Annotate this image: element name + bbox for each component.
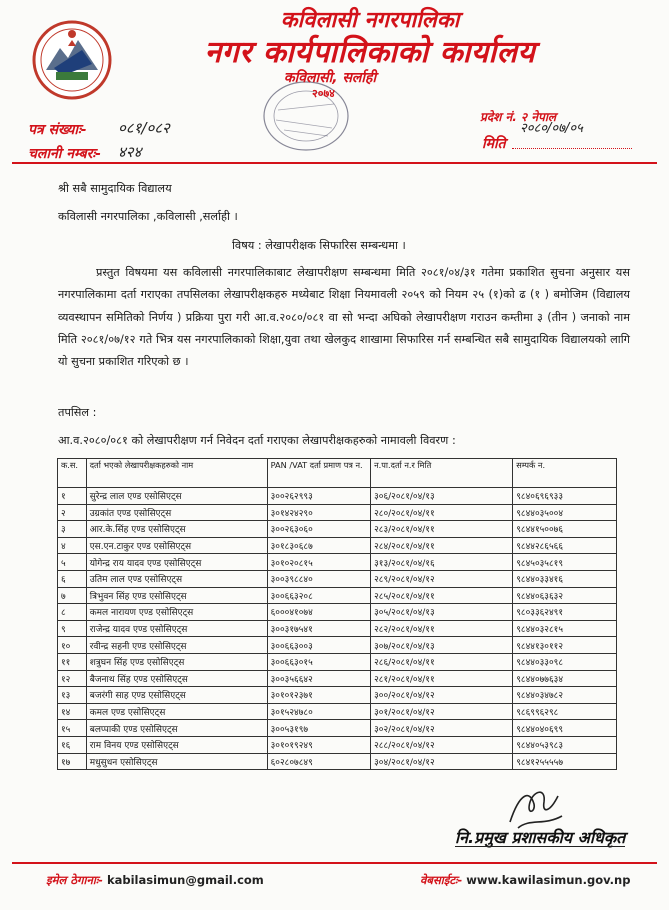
cell-name: उग्रकांत एण्ड एसोसिएट्स	[86, 504, 267, 521]
cell-pan: ३०१०१९२४९	[267, 736, 370, 753]
cell-pan: ३०१५२४७८०	[267, 703, 370, 720]
table-row	[58, 653, 617, 670]
col-header-pan: PAN /VAT दर्ता प्रमाण पत्र न.	[267, 459, 370, 488]
table-row	[58, 620, 617, 637]
cell-registration: ३०१/२०८१/०४/१२	[371, 703, 513, 720]
cell-sn: ३	[58, 521, 87, 538]
email-value: kabilasimun@gmail.com	[106, 873, 264, 887]
cell-registration: २८२/२०८१/०४/११	[371, 620, 513, 637]
cell-contact: ९८४४०६३६३२	[513, 587, 617, 604]
cell-name: राम विनय एण्ड एसोसिएट्स	[86, 736, 267, 753]
table-row	[58, 521, 617, 538]
office-name: नगर कार्यपालिकाको कार्यालय	[204, 35, 536, 70]
dispatch-no-label: चलानी नम्बरः-	[28, 146, 101, 162]
cell-pan: ३००३५६६४२	[267, 670, 370, 687]
cell-pan: ३००३१७५४१	[267, 620, 370, 637]
cell-contact: ९८४१२५५५५७	[513, 753, 617, 770]
cell-registration: ३०२/२०८१/०४/१२	[371, 720, 513, 737]
cell-sn: ७	[58, 587, 87, 604]
cell-registration: २८९/२०८१/०४/१२	[371, 570, 513, 587]
stamp-year: २०७४	[312, 87, 335, 100]
cell-name: उतिम लाल एण्ड एसोसिएट्स	[86, 570, 267, 587]
municipality-name: कविलासी नगरपालिका	[280, 8, 460, 33]
cell-registration: ३०७/२०८१/०४/१३	[371, 637, 513, 654]
website-value: www.kawilasimun.gov.np	[466, 873, 631, 887]
cell-pan: ३००६६३२०८	[267, 587, 370, 604]
cell-sn: ४	[58, 537, 87, 554]
table-row	[58, 537, 617, 554]
cell-sn: ८	[58, 604, 87, 621]
table-row	[58, 720, 617, 737]
cell-name: कमल एण्ड एसोसिएट्स	[86, 703, 267, 720]
cell-sn: ५	[58, 554, 87, 571]
cell-pan: ३००६६३००३	[267, 637, 370, 654]
cell-contact: ९८४४०३३४१६	[513, 570, 617, 587]
recipient-line-2: कविलासी नगरपालिका ,कविलासी ,सर्लाही ।	[58, 210, 238, 223]
cell-pan: ३००३९८८४०	[267, 570, 370, 587]
header-divider	[12, 162, 657, 164]
letter-no: ०८१/०८२	[118, 119, 170, 137]
cell-pan: ३००५३१९७	[267, 720, 370, 737]
cell-pan: ६०००४१०७४	[267, 604, 370, 621]
cell-contact: ९८४४०५३९८३	[513, 736, 617, 753]
cell-sn: १७	[58, 753, 87, 770]
table-row	[58, 554, 617, 571]
cell-name: बजरंगी साह एण्ड एसोसिएट्स	[86, 687, 267, 704]
letter-date: २०८०/०७/०५	[520, 121, 583, 136]
col-header-sn: क.स.	[58, 459, 87, 488]
table-row	[58, 488, 617, 505]
footer-divider	[12, 862, 657, 864]
cell-pan: ६०२८०७८४९	[267, 753, 370, 770]
cell-contact: ९८४५०३५८१९	[513, 554, 617, 571]
cell-registration: ३०६/२०८१/०४/१३	[371, 488, 513, 505]
cell-registration: ३१३/२०८१/०४/१६	[371, 554, 513, 571]
province-label: प्रदेश नं. २ नेपाल	[480, 110, 557, 124]
cell-name: योगेन्द्र राय यादव एण्ड एसोसिएट्स	[86, 554, 267, 571]
table-row	[58, 504, 617, 521]
date-dotted-line	[512, 148, 632, 149]
cell-name: आर.के.सिंह एण्ड एसोसिएट्स	[86, 521, 267, 538]
body-paragraph	[58, 262, 630, 373]
col-header-registration: न.पा.दर्ता न.र मिति	[371, 459, 513, 488]
cell-name: मधुसुधन एसोसिएट्स	[86, 753, 267, 770]
table-row	[58, 687, 617, 704]
cell-contact: ९८४४०३३०९८	[513, 653, 617, 670]
cell-registration: २८५/२०८१/०४/११	[371, 587, 513, 604]
cell-pan: ३०१४२४२९०	[267, 504, 370, 521]
cell-sn: १	[58, 488, 87, 505]
cell-registration: ३००/२०८१/०४/१२	[371, 687, 513, 704]
cell-sn: २	[58, 504, 87, 521]
cell-name: बैजनाथ सिंह एण्ड एसोसिएट्स	[86, 670, 267, 687]
cell-pan: ३००२६३०६०	[267, 521, 370, 538]
signature-underline	[455, 846, 625, 847]
table-row	[58, 703, 617, 720]
col-header-contact: सम्पर्क न.	[513, 459, 617, 488]
cell-registration: ३०५/२०८१/०४/१३	[371, 604, 513, 621]
cell-contact: ९८४४०३४७८२	[513, 687, 617, 704]
body-paragraph-text: प्रस्तुत विषयमा यस कविलासी नगरपालिकाबाट लेखापरीक्षण सम्बन्धमा मिति २०८१/०४/३१ गतेमा प्रकाशित सुचना अनुसार यस नगरपालिकामा दर्ता गराएका तपसिलका लेखापरीक्षकहरु मध्येबाट शिक्षा नियमावली २०५९ को नियम २५ (१)को ढ (१ ) बमोजिम (विद्यालय व्यवस्थापन समितिको निर्णय ) प्रक्रिया पुरा गरी आ.व.२०८०/०८१ वा सो भन्दा अघिको लेखापरीक्षण गराउन कम्तीमा ३ (तीन ) जनाको नाम मिति २०८१/०७/१२ गते भित्र यस नगरपालिकाको शिक्षा,युवा तथा खेलकुद शाखामा सिफारिस गर्न सम्बन्धित सबै सामुदायिक विद्यालयको लागि यो सुचना प्रकाशित गरिएको छ ।	[58, 266, 630, 369]
cell-contact: ९८४४१५००७६	[513, 521, 617, 538]
cell-pan: ३००२६२९९३	[267, 488, 370, 505]
table-row	[58, 736, 617, 753]
cell-contact: ९८०३३६२४९१	[513, 604, 617, 621]
tapsil-label: तपसिल :	[58, 406, 97, 419]
cell-contact: ९८६९९६२९८	[513, 703, 617, 720]
cell-sn: १४	[58, 703, 87, 720]
cell-registration: २८१/२०८१/०४/११	[371, 670, 513, 687]
dispatch-no: ४२४	[118, 143, 142, 161]
letter-subject: विषय : लेखापरीक्षक सिफारिस सम्बन्धमा ।	[232, 239, 406, 252]
table-row	[58, 670, 617, 687]
cell-sn: १२	[58, 670, 87, 687]
footer-email	[46, 873, 264, 888]
cell-contact: ९८४४२८६५६६	[513, 537, 617, 554]
cell-pan: ३०१०१२३७१	[267, 687, 370, 704]
cell-name: एस.एन.टाकुर एण्ड एसोसिएट्स	[86, 537, 267, 554]
cell-contact: ९८४४०४०६९९	[513, 720, 617, 737]
cell-registration: २८८/२०८१/०४/१२	[371, 736, 513, 753]
table-row	[58, 753, 617, 770]
nepal-emblem-logo	[32, 20, 112, 102]
table-row	[58, 637, 617, 654]
table-caption: आ.व.२०८०/०८१ को लेखापरीक्षण गर्न निवेदन दर्ता गराएका लेखापरीक्षकहरुको नामावली विवरण :	[58, 434, 456, 447]
cell-registration: २८०/२०८१/०४/११	[371, 504, 513, 521]
cell-contact: ९८४४०७७६३४	[513, 670, 617, 687]
cell-registration: २८६/२०८१/०४/११	[371, 653, 513, 670]
website-label: वेबसाईटः-	[420, 873, 463, 887]
cell-name: सुरेन्द्र लाल एण्ड एसोसिएट्स	[86, 488, 267, 505]
cell-sn: ९	[58, 620, 87, 637]
cell-sn: १५	[58, 720, 87, 737]
cell-sn: १०	[58, 637, 87, 654]
table-row	[58, 604, 617, 621]
footer-website	[420, 873, 630, 888]
email-label: इमेल ठेगानाः-	[46, 873, 103, 887]
cell-name: त्रिभुवन सिंह एण्ड एसोसिएट्स	[86, 587, 267, 604]
office-location: कविलासी, सर्लाही	[283, 70, 377, 86]
cell-contact: ९८४०६९६९३३	[513, 488, 617, 505]
table-row	[58, 587, 617, 604]
cell-sn: ११	[58, 653, 87, 670]
cell-name: शत्रुघन सिंह एण्ड एसोसिएट्स	[86, 653, 267, 670]
date-label: मिति	[482, 136, 506, 152]
signatory-title: नि.प्रमुख प्रशासकीय अधिकृत	[455, 828, 626, 847]
cell-pan: ३००६६३०१५	[267, 653, 370, 670]
recipient-line-1: श्री सबै सामुदायिक विद्यालय	[58, 182, 172, 195]
cell-pan: ३०१८३०६८७	[267, 537, 370, 554]
cell-registration: २८४/२०८१/०४/११	[371, 537, 513, 554]
cell-name: बलप्पाकी एण्ड एसोसिएट्स	[86, 720, 267, 737]
cell-sn: १६	[58, 736, 87, 753]
cell-name: कमल नारायण एण्ड एसोसिएट्स	[86, 604, 267, 621]
cell-registration: २८३/२०८१/०४/११	[371, 521, 513, 538]
cell-pan: ३०१०२०८१५	[267, 554, 370, 571]
cell-sn: ६	[58, 570, 87, 587]
table-header-row	[58, 459, 617, 488]
cell-contact: ९८४४०३५००४	[513, 504, 617, 521]
cell-contact: ९८४४१३०११२	[513, 637, 617, 654]
col-header-name: दर्ता भएको लेखापरीक्षकहरुको नाम	[86, 459, 267, 488]
table-row	[58, 570, 617, 587]
auditor-table	[57, 458, 617, 770]
cell-name: रवीन्द्र सहनी एण्ड एसोसिएट्स	[86, 637, 267, 654]
cell-sn: १३	[58, 687, 87, 704]
cell-name: राजेन्द्र यादव एण्ड एसोसिएट्स	[86, 620, 267, 637]
cell-registration: ३०४/२०८१/०४/१२	[371, 753, 513, 770]
cell-contact: ९८४४०३२८१५	[513, 620, 617, 637]
letter-no-label: पत्र संख्याः-	[28, 122, 87, 138]
